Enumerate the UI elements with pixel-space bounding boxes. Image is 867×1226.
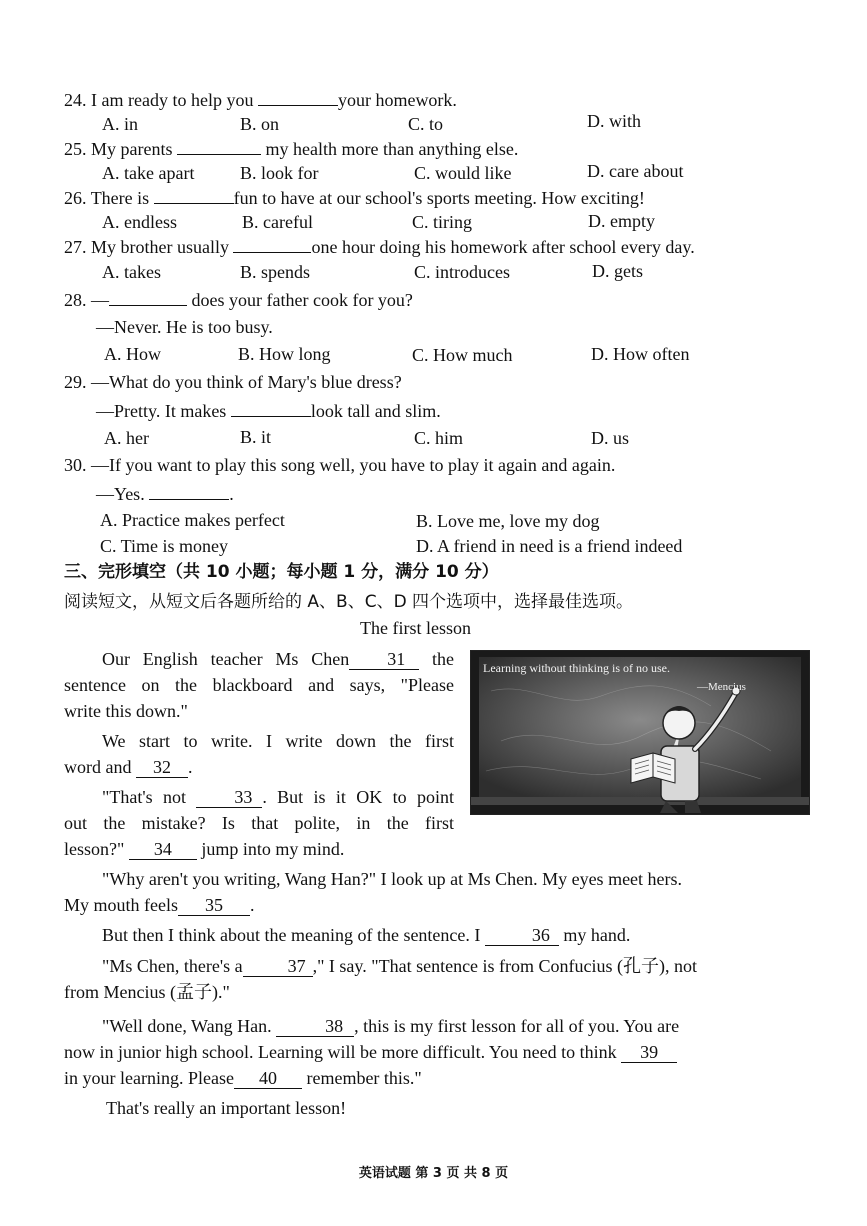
dialogue-reply: —Pretty. It makes look tall and slim.	[96, 401, 441, 421]
blank-39: 39	[621, 1042, 677, 1063]
option-a: A. take apart	[102, 163, 195, 183]
option-d: D. with	[587, 111, 641, 131]
option-c: C. would like	[414, 163, 512, 183]
blank-35: 35	[178, 895, 250, 916]
page-footer: 英语试题 第 3 页 共 8 页	[358, 1166, 509, 1181]
option-a: A. takes	[102, 262, 161, 282]
answer-blank	[258, 88, 338, 106]
option-b: B. look for	[240, 163, 319, 183]
passage-paragraph-7: "Well done, Wang Han. 38 , this is my first lesson for all of you. You are now in junior high school. Learning will be more difficult. You need to think 39 in your learning. Please 40 remember this."	[64, 1016, 680, 1088]
passage-paragraph-5: But then I think about the meaning of the sentence. I 36 my hand.	[102, 925, 631, 945]
option-c: C. tiring	[412, 212, 473, 232]
question-29: 29. —What do you think of Mary's blue dress?	[64, 372, 402, 392]
answer-blank	[177, 137, 261, 155]
section-instruction: 阅读短文，从短文后各题所给的 A、B、C、D 四个选项中，选择最佳选项。	[64, 592, 634, 612]
question-27: 27. My brother usually one hour doing his homework after school every day.	[64, 237, 695, 257]
question-24: 24. I am ready to help you your homework.	[64, 90, 457, 110]
option-a: A. Practice makes perfect	[100, 510, 285, 530]
option-b: B. it	[240, 427, 272, 447]
answer-blank	[154, 186, 234, 204]
option-c: C. introduces	[414, 262, 510, 282]
blank-33: 33	[196, 787, 262, 808]
option-c: C. to	[408, 114, 444, 134]
option-b: B. spends	[240, 262, 311, 282]
option-d: D. How often	[591, 344, 690, 364]
answer-blank	[233, 235, 311, 253]
blank-36: 36	[485, 925, 559, 946]
blackboard-illustration	[470, 650, 810, 815]
question-25: 25. My parents my health more than anything else.	[64, 139, 519, 159]
option-b: B. careful	[242, 212, 313, 232]
blank-34: 34	[129, 839, 197, 860]
option-d: D. A friend in need is a friend indeed	[416, 536, 683, 556]
option-c: C. How much	[412, 345, 513, 365]
section-heading: 三、完形填空（共 10 小题；每小题 1 分，满分 10 分）	[64, 562, 499, 582]
passage-paragraph-6: "Ms Chen, there's a 37 ," I say. "That sentence is from Confucius (孔子), not from Mencius (孟子)."	[64, 956, 698, 1002]
question-30: 30. —If you want to play this song well, you have to play it again and again.	[64, 455, 616, 475]
option-d: D. care about	[587, 161, 684, 181]
blank-38: 38	[276, 1016, 354, 1037]
option-b: B. Love me, love my dog	[416, 511, 600, 531]
option-c: C. Time is money	[100, 536, 229, 556]
answer-blank	[231, 399, 311, 417]
passage-title: The first lesson	[360, 618, 471, 638]
dialogue-reply: —Never. He is too busy.	[96, 317, 273, 337]
blank-37: 37	[243, 956, 313, 977]
question-26: 26. There is fun to have at our school's sports meeting. How exciting!	[64, 188, 645, 208]
option-a: A. in	[102, 114, 138, 134]
passage-paragraph-3: "That's not 33 . But is it OK to point out the mistake? Is that polite, in the first lesson?" 34 jump into my mind.	[64, 787, 454, 859]
answer-blank	[149, 482, 229, 500]
answer-blank	[109, 288, 187, 306]
blank-40: 40	[234, 1068, 302, 1089]
passage-paragraph-4: "Why aren't you writing, Wang Han?" I look up at Ms Chen. My eyes meet hers. My mouth feels 35 .	[64, 869, 683, 915]
option-c: C. him	[414, 428, 464, 448]
option-a: A. How	[104, 344, 161, 364]
dialogue-reply: —Yes. .	[96, 484, 234, 504]
passage-paragraph-2: We start to write. I write down the first word and 32 .	[64, 731, 454, 777]
blank-32: 32	[136, 757, 188, 778]
blank-31: 31	[349, 649, 419, 670]
board-author: —Mencius	[697, 681, 746, 693]
option-b: B. on	[240, 114, 280, 134]
option-a: A. endless	[102, 212, 177, 232]
passage-paragraph-8: That's really an important lesson!	[106, 1098, 347, 1118]
passage-paragraph-1: Our English teacher Ms Chen 31 the sentence on the blackboard and says, "Please write this down."	[64, 649, 455, 721]
option-d: D. us	[591, 428, 630, 448]
option-b: B. How long	[238, 344, 331, 364]
option-a: A. her	[104, 428, 149, 448]
option-d: D. empty	[588, 211, 655, 231]
question-28: 28. — does your father cook for you?	[64, 290, 413, 310]
board-quote: Learning without thinking is of no use.	[483, 661, 670, 675]
option-d: D. gets	[592, 261, 643, 281]
